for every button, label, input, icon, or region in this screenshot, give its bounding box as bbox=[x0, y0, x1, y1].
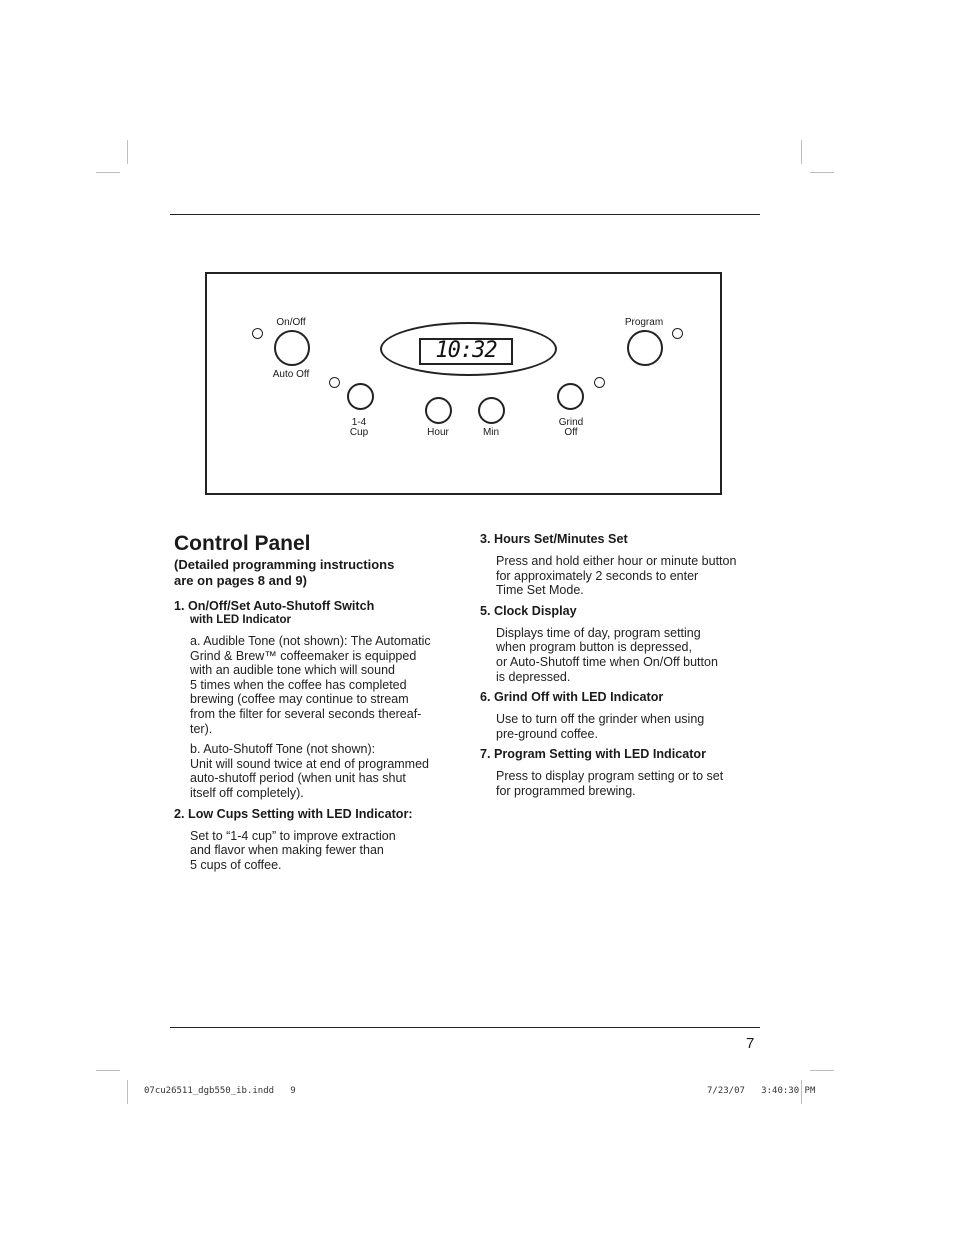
grind-off-button[interactable] bbox=[557, 383, 584, 410]
right-column bbox=[480, 532, 770, 805]
control-panel-diagram bbox=[205, 272, 722, 495]
crop-mark bbox=[810, 1070, 834, 1071]
page-number: 7 bbox=[746, 1035, 755, 1052]
min-button[interactable] bbox=[478, 397, 505, 424]
hour-label: Hour bbox=[427, 427, 449, 438]
cup-led bbox=[329, 377, 340, 388]
cup-button[interactable] bbox=[347, 383, 374, 410]
item-7-paragraph: Press to display program setting or to set for programmed brewing. bbox=[496, 769, 724, 798]
hour-button[interactable] bbox=[425, 397, 452, 424]
item-5-paragraph: Displays time of day, program setting when program button is depressed, or Auto-Shutoff time when On/Off button is depressed. bbox=[496, 625, 718, 684]
crop-mark bbox=[96, 172, 120, 173]
item-7-heading: 7. Program Setting with LED Indicator bbox=[480, 747, 707, 762]
left-column bbox=[174, 531, 464, 878]
program-button[interactable] bbox=[627, 330, 663, 366]
crop-mark bbox=[96, 1070, 120, 1071]
program-label: Program bbox=[624, 317, 664, 328]
item-1-paragraph-b: b. Auto-Shutoff Tone (not shown): Unit will sound twice at end of programmed auto-shutoff period (when unit has shut itself off completely). bbox=[190, 742, 430, 800]
item-3-heading: 3. Hours Set/Minutes Set bbox=[480, 532, 628, 546]
item-1-paragraph-a: a. Audible Tone (not shown): The Automatic Grind & Brew™ coffeemaker is equipped with an audible tone which will sound 5 times when the coffee has completed brewing (coffee may continue to stream from the filter for several seconds thereaf- ter). bbox=[190, 634, 431, 736]
item-2-heading: 2. Low Cups Setting with LED Indicator: bbox=[174, 806, 413, 821]
footer-timestamp: 7/23/07 3:40:30 PM bbox=[707, 1086, 816, 1096]
grind-off-label: Off bbox=[564, 427, 578, 438]
crop-mark bbox=[801, 140, 802, 164]
on-off-button[interactable] bbox=[274, 330, 310, 366]
crop-mark bbox=[127, 1080, 128, 1104]
footer-rule bbox=[170, 1027, 760, 1028]
page-title: Control Panel bbox=[174, 532, 311, 555]
grind-label: Grind bbox=[558, 417, 584, 428]
clock-display-time: 10:32 bbox=[435, 338, 497, 363]
item-1-heading: 1. On/Off/Set Auto-Shutoff Switch bbox=[174, 599, 375, 613]
item-3-paragraph: Press and hold either hour or minute button for approximately 2 seconds to enter Time Set Mode. bbox=[496, 554, 737, 598]
item-1-heading-line2: with LED Indicator bbox=[190, 614, 291, 626]
item-5-heading: 5. Clock Display bbox=[480, 603, 577, 618]
cup-label-number: 1-4 bbox=[351, 417, 367, 428]
min-label: Min bbox=[482, 427, 500, 438]
item-6-heading: 6. Grind Off with LED Indicator bbox=[480, 690, 664, 705]
footer-file-name: 07cu26511_dgb550_ib.indd 9 bbox=[144, 1086, 296, 1096]
cup-label-text: Cup bbox=[349, 427, 369, 438]
auto-off-label: Auto Off bbox=[272, 369, 310, 380]
on-off-label: On/Off bbox=[276, 317, 306, 328]
crop-mark bbox=[810, 172, 834, 173]
page-subtitle: (Detailed programming instructions are on pages 8 and 9) bbox=[174, 557, 395, 588]
header-rule bbox=[170, 214, 760, 215]
grind-off-led bbox=[594, 377, 605, 388]
on-off-led bbox=[252, 328, 263, 339]
item-2-paragraph: Set to “1-4 cup” to improve extraction and flavor when making fewer than 5 cups of coffee. bbox=[190, 828, 396, 872]
item-6-paragraph: Use to turn off the grinder when using pre-ground coffee. bbox=[496, 712, 705, 741]
crop-mark bbox=[127, 140, 128, 164]
program-led bbox=[672, 328, 683, 339]
